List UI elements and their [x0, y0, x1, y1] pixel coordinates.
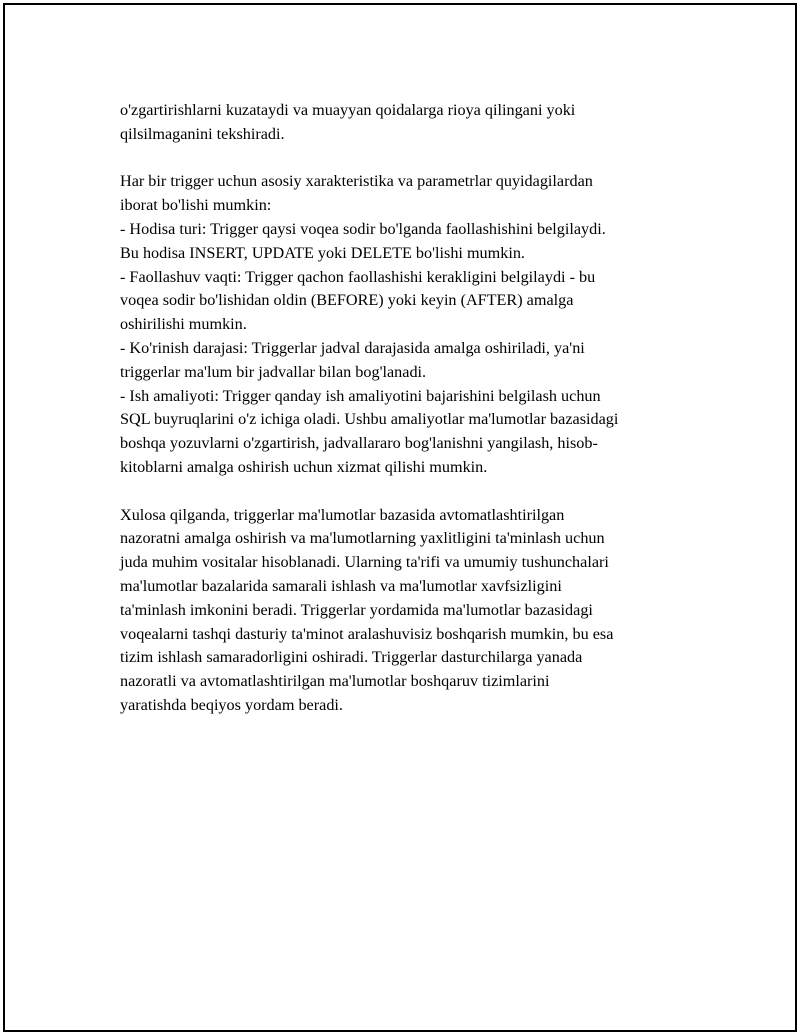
list-item-visibility-level: - Ko'rinish darajasi: Triggerlar jadval darajasida amalga oshiriladi, ya'ni [120, 338, 585, 357]
text-line: Xulosa qilganda, triggerlar ma'lumotlar bazasida avtomatlashtirilgan [120, 505, 565, 524]
text-line: Bu hodisa INSERT, UPDATE yoki DELETE bo'lishi mumkin. [120, 243, 525, 262]
list-item-action: - Ish amaliyoti: Trigger qanday ish amaliyotini bajarishini belgilash uchun [120, 386, 601, 405]
text-line: tizim ishlash samaradorligini oshiradi. Triggerlar dasturchilarga yanada [120, 648, 583, 667]
paragraph-gap [120, 147, 690, 171]
text-line: iborat bo'lishi mumkin: [120, 196, 272, 215]
text-line: triggerlar ma'lum bir jadvallar bilan bog'lanadi. [120, 362, 427, 381]
text-line: kitoblarni amalga oshirish uchun xizmat qilishi mumkin. [120, 457, 488, 476]
intro-paragraph [120, 99, 690, 147]
text-line: voqealarni tashqi dasturiy ta'minot aralashuvisiz boshqarish mumkin, bu esa [120, 624, 614, 643]
text-line: nazoratni amalga oshirish va ma'lumotlarning yaxlitligini ta'minlash uchun [120, 529, 605, 548]
text-line: voqea sodir bo'lishidan oldin (BEFORE) yoki keyin (AFTER) amalga [120, 291, 574, 310]
document-body [120, 99, 690, 718]
text-line: juda muhim vositalar hisoblanadi. Ularning ta'rifi va umumiy tushunchalari [120, 553, 609, 572]
conclusion-paragraph [120, 504, 690, 718]
text-line: SQL buyruqlarini o'z ichiga oladi. Ushbu amaliyotlar ma'lumotlar bazasidagi [120, 410, 619, 429]
document-page [3, 3, 797, 1032]
text-line: Har bir trigger uchun asosiy xarakteristika va parametrlar quyidagilardan [120, 172, 593, 191]
list-item-event-type: - Hodisa turi: Trigger qaysi voqea sodir bo'lganda faollashishini belgilaydi. [120, 219, 606, 238]
text-line: oshirilishi mumkin. [120, 315, 247, 334]
text-line: o'zgartirishlarni kuzataydi va muayyan qoidalarga rioya qilingani yoki [120, 101, 576, 119]
text-line: yaratishda beqiyos yordam beradi. [120, 695, 343, 714]
list-item-activation-time: - Faollashuv vaqti: Trigger qachon faollashishi kerakligini belgilaydi - bu [120, 267, 596, 286]
text-line: ta'minlash imkonini beradi. Triggerlar yordamida ma'lumotlar bazasidagi [120, 600, 593, 619]
text-line: boshqa yozuvlarni o'zgartirish, jadvallararo bog'lanishni yangilash, hisob- [120, 434, 598, 453]
text-line: nazoratli va avtomatlashtirilgan ma'lumotlar boshqaruv tizimlarini [120, 672, 550, 691]
text-line: ma'lumotlar bazalarida samarali ishlash va ma'lumotlar xavfsizligini [120, 576, 562, 595]
params-paragraph [120, 170, 690, 479]
text-line: qilsilmaganini tekshiradi. [120, 124, 285, 143]
paragraph-gap [120, 480, 690, 504]
